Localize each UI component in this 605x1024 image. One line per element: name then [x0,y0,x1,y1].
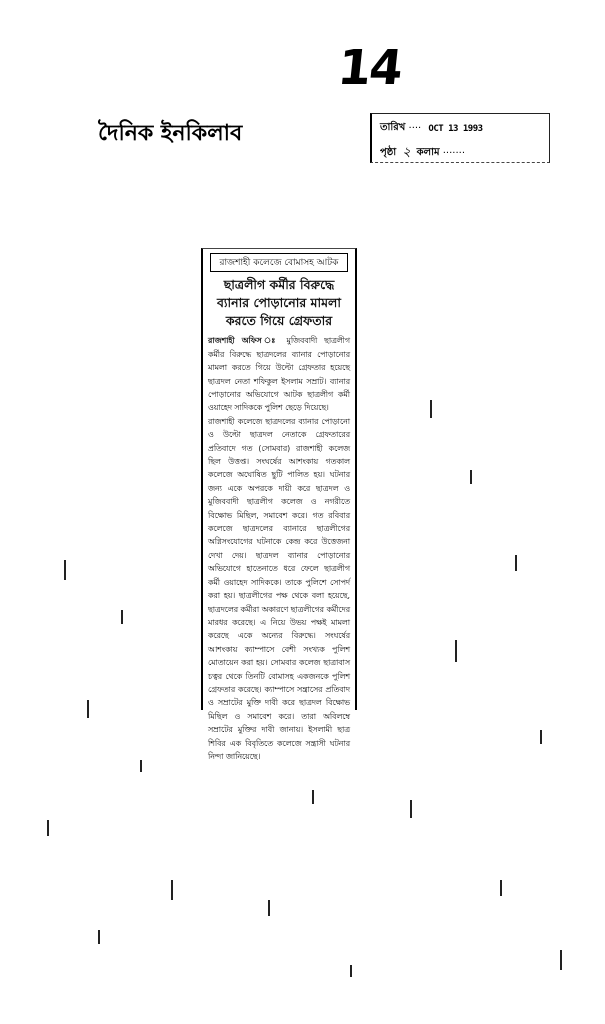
clipping-kicker: রাজশাহী কলেজে বোমাসহ আটক [210,253,348,272]
scan-speck [410,800,412,818]
stamp-dots-2: ······· [439,148,465,159]
date-stamp [370,113,550,163]
stamp-column-label: কলাম [416,147,440,158]
scan-speck [500,880,502,896]
stamp-page-value: ২ [402,145,411,160]
newspaper-name: দৈনিক ইনকিলাব [98,120,243,146]
scan-speck [268,900,270,916]
page-number: 14 [335,40,404,96]
clipping-body [208,334,350,763]
stamp-dots: ···· [405,123,425,134]
clipping-dateline: রাজশাহী অফিস ঃ [208,336,280,346]
clipping-paragraph [208,334,350,414]
stamp-date-value: OCT 13 1993 [428,123,483,134]
scan-speck [430,400,432,418]
scan-speck [87,700,89,718]
stamp-page-row [380,143,541,164]
clipping-headline: ছাত্রলীগ কর্মীর বিরুদ্ধে ব্যানার পোড়ানোর মামলা করতে গিয়ে গ্রেফতার [216,277,342,329]
stamp-date-label: তারিখ [380,122,406,133]
newspaper-clipping [201,248,357,761]
scan-speck [470,470,472,484]
scan-speck [140,760,142,772]
scan-speck [350,965,352,977]
clipping-paragraph-1: মুজিববাদী ছাত্রলীগ কর্মীর বিরুদ্ধে ছাত্রদলের ব্যানার পোড়ানোর মামলা করতে গিয়ে উল্টো গ্রেফতার হয়েছে ছাত্রদল নেতা শফিকুল ইসলাম সম্রাট। ব্যানার পোড়ানোর অভিযোগে আটক ছাত্রলীগ কর্মী ওয়াহেদ সাদিককে পুলিশ ছেড়ে দিয়েছে। [208,336,350,413]
clipping-paragraph-2: রাজশাহী কলেজে ছাত্রদলের ব্যানার পোড়ানো ও উল্টো ছাত্রদল নেতাকে গ্রেফতারের প্রতিবাদে গত (সোমবার) রাজশাহী কলেজ ছিল উত্তপ্ত। সংঘর্ষের আশংকায় গতকাল কলেজে অঘোষিত ছুটি পালিত হয়। ঘটনার জন্য একে অপরকে দায়ী করে ছাত্রদল ও মুজিববাদী ছাত্রলীগ কলেজ ও নগরীতে বিক্ষোভ মিছিল, সমাবেশ করে। গত রবিবার কলেজে ছাত্রদলের ব্যানারে ছাত্রলীগের অগ্নিসংযোগের ঘটনাকে কেন্দ্র করে উত্তেজনা দেখা দেয়। ছাত্রদল ব্যানার পোড়ানোর অভিযোগে হাতেনাতে ধরে ফেলে ছাত্রলীগ কর্মী ওয়াহেদ সাদিককে। তাকে পুলিশে সোপর্দ করা হয়। ছাত্রলীগের পক্ষ থেকে বলা হয়েছে, ছাত্রদলের কর্মীরা অকারণে ছাত্রলীগের কর্মীদের মারধর করেছে। এ নিয়ে উভয় পক্ষই মামলা করেছে একে অন্যের বিরুদ্ধে। সংঘর্ষের আশংকায় ক্যাম্পাসে বেশী সংখ্যক পুলিশ মোতায়েন করা হয়। সোমবার কলেজ ছাত্রাবাস চত্বর থেকে তিনটি বোমাসহ একজনকে পুলিশ গ্রেফতার করেছে। ক্যাম্পাসে সন্ত্রাসের প্রতিবাদ ও সম্রাটের মুক্তি দাবী করে ছাত্রদল বিক্ষোভ মিছিল ও সমাবেশ করে। তারা অবিলম্বে সম্রাটের মুক্তির দাবী জানায়। ইসলামী ছাত্র শিবির এক বিবৃতিতে কলেজে সন্ত্রাসী ঘটনার নিন্দা জানিয়েছে। [208,416,350,761]
stamp-date-row [380,120,541,137]
scan-speck [455,640,457,662]
scan-speck [64,560,66,580]
scan-speck [560,950,562,970]
scan-speck [312,790,314,804]
scan-speck [540,730,542,744]
stamp-page-label: পৃষ্ঠা [380,147,397,158]
scan-speck [47,820,49,836]
scan-speck [98,930,100,944]
scan-speck [515,555,517,571]
scan-speck [121,610,123,624]
scan-speck [171,880,173,900]
